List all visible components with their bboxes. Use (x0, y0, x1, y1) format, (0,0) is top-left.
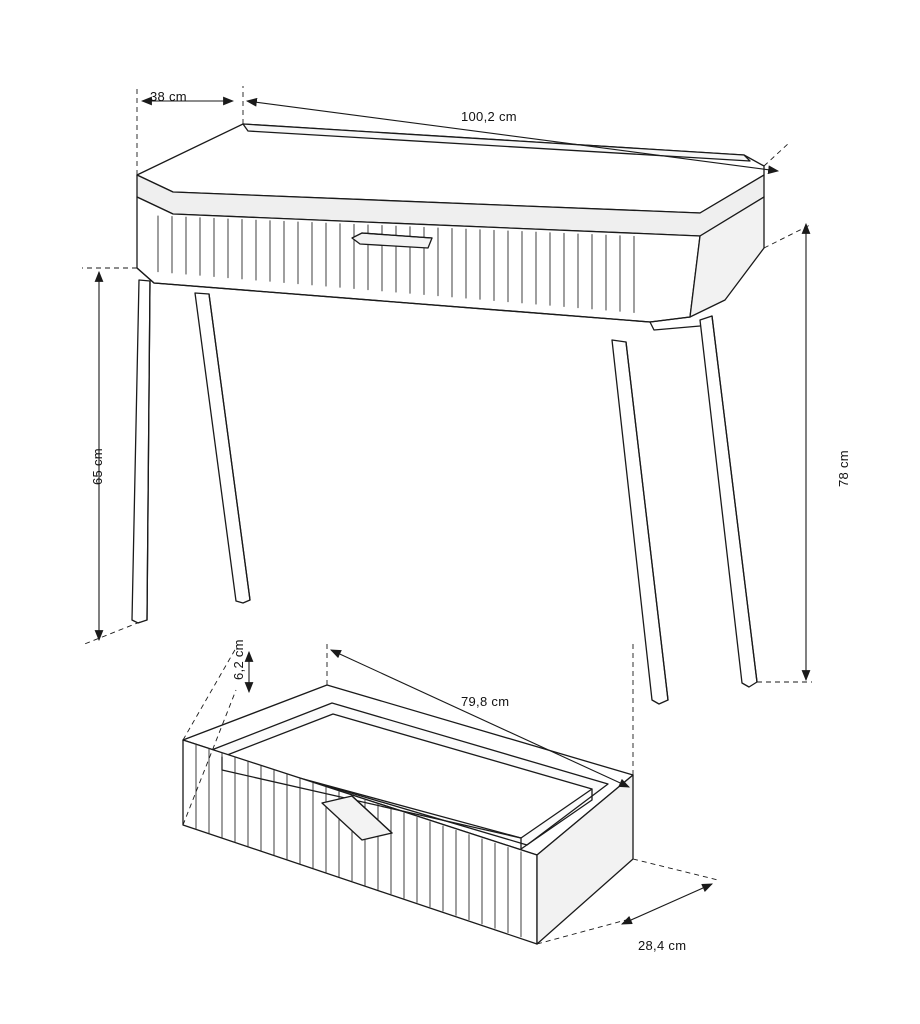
console-table-body (132, 124, 764, 704)
dimension-label-drawer-depth: 28,4 cm (638, 938, 687, 953)
dimension-label-width-top: 100,2 cm (461, 109, 517, 124)
dimension-label-total-height: 78 cm (836, 450, 851, 487)
dimension-label-depth-top: 38 cm (150, 89, 187, 104)
dimension-label-drawer-width: 79,8 cm (461, 694, 510, 709)
dimension-label-leg-height: 65 cm (90, 448, 105, 485)
dimension-label-drawer-height: 6,2 cm (231, 639, 246, 680)
drawer-detail-body (183, 685, 633, 944)
